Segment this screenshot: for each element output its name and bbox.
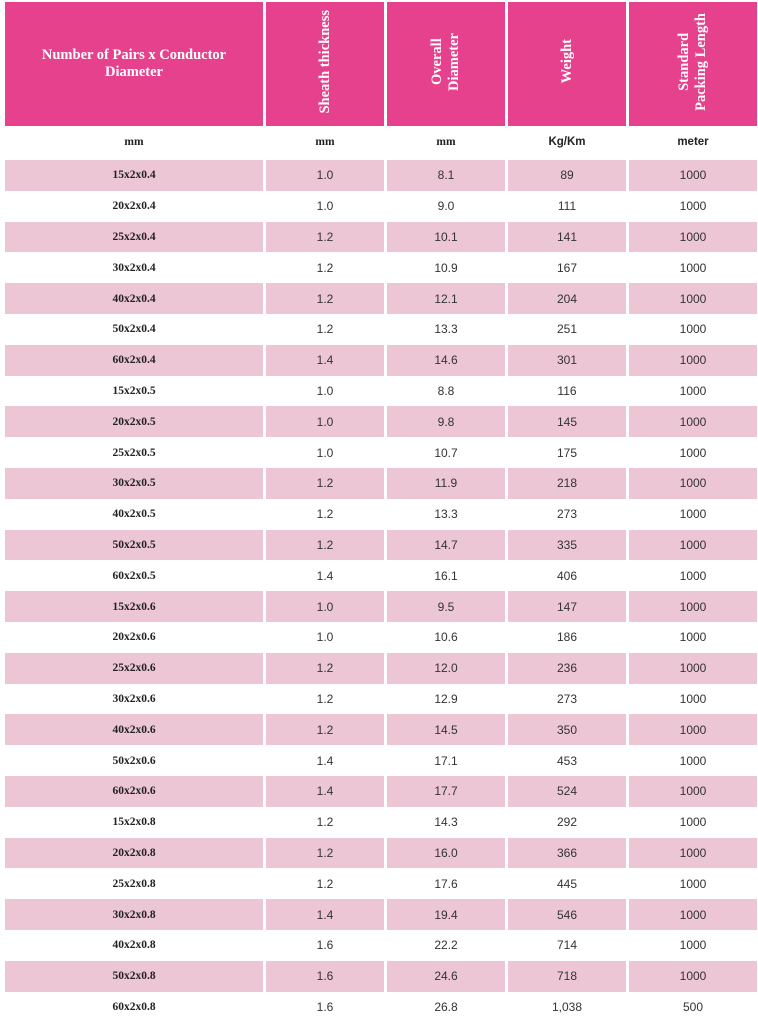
cell-diameter: 14.7 [387, 530, 505, 561]
cell-weight: 350 [508, 714, 626, 745]
cell-name: 60x2x0.4 [5, 345, 263, 376]
table-row [5, 530, 757, 561]
cell-weight: 453 [556, 753, 578, 768]
cell-diameter: 19.4 [387, 899, 505, 930]
cell-sheath: 1.2 [316, 260, 334, 275]
unit-sheath: mm [315, 135, 335, 148]
cell-sheath: 1.2 [266, 283, 384, 314]
cell-name: 15x2x0.8 [112, 816, 156, 829]
cell-weight: 175 [556, 445, 578, 460]
header-weight-label: Weight [558, 39, 575, 84]
cell-name: 40x2x0.5 [112, 508, 156, 521]
table-row [5, 653, 757, 684]
cell-length: 1000 [679, 507, 707, 522]
cell-weight: 366 [508, 838, 626, 869]
table-row [5, 684, 757, 715]
cell-name: 40x2x0.4 [5, 283, 263, 314]
cell-name: 30x2x0.5 [5, 468, 263, 499]
cell-sheath: 1.0 [316, 630, 334, 645]
cell-diameter: 11.9 [387, 468, 505, 499]
table-body [5, 160, 757, 1022]
cell-sheath: 1.0 [266, 160, 384, 191]
table-row [5, 468, 757, 499]
cell-diameter: 26.8 [434, 999, 458, 1014]
cell-length: 1000 [679, 691, 707, 706]
cell-sheath: 1.4 [266, 776, 384, 807]
cell-name: 25x2x0.6 [5, 653, 263, 684]
header-row [5, 2, 757, 126]
cell-diameter: 8.8 [437, 383, 455, 398]
cell-weight: 167 [556, 260, 578, 275]
units-row [5, 126, 757, 157]
table-row [5, 714, 757, 745]
cell-weight: 335 [508, 530, 626, 561]
cell-diameter: 24.6 [387, 961, 505, 992]
table-row [5, 591, 757, 622]
cell-weight: 1,038 [551, 999, 583, 1014]
unit-diameter: mm [436, 135, 456, 148]
cell-sheath: 1.0 [266, 406, 384, 437]
cell-sheath: 1.2 [266, 838, 384, 869]
cell-length: 1000 [679, 568, 707, 583]
cell-length: 1000 [679, 815, 707, 830]
cell-diameter: 12.9 [434, 691, 458, 706]
cell-diameter: 13.3 [434, 507, 458, 522]
cell-length: 1000 [629, 530, 757, 561]
unit-pairs: mm [124, 135, 144, 148]
cell-name: 15x2x0.4 [5, 160, 263, 191]
cell-length: 1000 [629, 714, 757, 745]
unit-weight: Kg/Km [548, 135, 586, 148]
cell-weight: 301 [508, 345, 626, 376]
cell-diameter: 12.1 [387, 283, 505, 314]
header-sheath-thickness [266, 2, 384, 126]
table-row [5, 283, 757, 314]
cell-diameter: 9.5 [387, 591, 505, 622]
cell-weight: 186 [556, 630, 578, 645]
cell-sheath: 1.2 [316, 507, 334, 522]
cell-name: 25x2x0.4 [5, 222, 263, 253]
cell-weight: 218 [508, 468, 626, 499]
cell-diameter: 10.9 [434, 260, 458, 275]
table-row [5, 499, 757, 530]
cell-diameter: 10.6 [434, 630, 458, 645]
cell-name: 60x2x0.5 [112, 569, 156, 582]
table-row [5, 838, 757, 869]
cell-length: 1000 [629, 283, 757, 314]
cell-length: 1000 [629, 406, 757, 437]
cell-sheath: 1.2 [316, 876, 334, 891]
cell-length: 1000 [629, 345, 757, 376]
cell-length: 1000 [629, 899, 757, 930]
cell-sheath: 1.4 [316, 753, 334, 768]
cell-name: 20x2x0.8 [5, 838, 263, 869]
cell-weight: 445 [556, 876, 578, 891]
table-row [5, 160, 757, 191]
table-row [5, 961, 757, 992]
cell-name: 15x2x0.5 [112, 384, 156, 397]
cell-length: 1000 [629, 776, 757, 807]
cell-weight: 147 [508, 591, 626, 622]
cell-diameter: 17.1 [434, 753, 458, 768]
cell-diameter: 9.8 [387, 406, 505, 437]
cable-spec-table [2, 2, 758, 1022]
cell-diameter: 13.3 [434, 322, 458, 337]
cell-length: 1000 [679, 260, 707, 275]
cell-length: 500 [682, 999, 704, 1014]
cell-name: 40x2x0.8 [112, 939, 156, 952]
table-row [5, 314, 757, 345]
table-row [5, 406, 757, 437]
cell-weight: 714 [556, 938, 578, 953]
cell-weight: 141 [508, 222, 626, 253]
header-overall-diameter [387, 2, 505, 126]
cell-sheath: 1.2 [266, 653, 384, 684]
cell-weight: 204 [508, 283, 626, 314]
cell-name: 15x2x0.6 [5, 591, 263, 622]
cell-name: 40x2x0.6 [5, 714, 263, 745]
cell-diameter: 8.1 [387, 160, 505, 191]
cell-diameter: 16.0 [387, 838, 505, 869]
cell-weight: 718 [508, 961, 626, 992]
cell-length: 1000 [629, 838, 757, 869]
table-row [5, 622, 757, 653]
cell-sheath: 1.2 [266, 222, 384, 253]
table-row [5, 807, 757, 838]
cell-name: 25x2x0.5 [112, 446, 156, 459]
cell-diameter: 17.6 [434, 876, 458, 891]
cell-name: 25x2x0.8 [112, 877, 156, 890]
table-row [5, 345, 757, 376]
cell-length: 1000 [629, 653, 757, 684]
cell-length: 1000 [629, 961, 757, 992]
cell-length: 1000 [629, 160, 757, 191]
cell-diameter: 17.7 [387, 776, 505, 807]
cell-name: 50x2x0.4 [112, 323, 156, 336]
cell-name: 30x2x0.6 [112, 692, 156, 705]
unit-length: meter [677, 135, 709, 148]
cell-name: 50x2x0.5 [5, 530, 263, 561]
cell-length: 1000 [629, 591, 757, 622]
cell-sheath: 1.4 [316, 568, 334, 583]
cell-sheath: 1.0 [266, 591, 384, 622]
cell-weight: 116 [557, 383, 577, 398]
table-row [5, 776, 757, 807]
cell-length: 1000 [679, 753, 707, 768]
cell-sheath: 1.4 [266, 899, 384, 930]
cell-length: 1000 [679, 938, 707, 953]
table-row [5, 222, 757, 253]
cell-length: 1000 [679, 630, 707, 645]
cell-sheath: 1.2 [266, 530, 384, 561]
table-row [5, 191, 757, 222]
cell-sheath: 1.6 [316, 938, 334, 953]
table-row [5, 930, 757, 961]
cell-weight: 273 [556, 691, 578, 706]
cell-weight: 236 [508, 653, 626, 684]
cell-weight: 273 [556, 507, 578, 522]
table-row [5, 992, 757, 1023]
cell-diameter: 16.1 [434, 568, 458, 583]
header-pairs-conductor: Number of Pairs x Conductor Diameter [5, 2, 263, 126]
cell-weight: 546 [508, 899, 626, 930]
cell-name: 20x2x0.4 [112, 200, 156, 213]
cell-diameter: 10.7 [434, 445, 458, 460]
cell-weight: 111 [557, 199, 577, 214]
cell-diameter: 22.2 [434, 938, 458, 953]
cell-weight: 89 [508, 160, 626, 191]
header-packing-length-label: Standard Packing Length [676, 12, 709, 111]
table-row [5, 560, 757, 591]
cell-name: 60x2x0.8 [112, 1000, 156, 1013]
cell-length: 1000 [679, 199, 707, 214]
table-row [5, 437, 757, 468]
header-overall-diameter-label: Overall Diameter [429, 32, 462, 91]
cell-diameter: 14.6 [387, 345, 505, 376]
table-row [5, 868, 757, 899]
cell-length: 1000 [679, 322, 707, 337]
cell-sheath: 1.0 [316, 199, 334, 214]
cell-length: 1000 [629, 222, 757, 253]
cell-sheath: 1.2 [316, 815, 334, 830]
cell-length: 1000 [679, 876, 707, 891]
cell-sheath: 1.0 [316, 445, 334, 460]
cell-weight: 251 [556, 322, 578, 337]
cell-weight: 145 [508, 406, 626, 437]
cell-weight: 524 [508, 776, 626, 807]
header-sheath-thickness-label: Sheath thickness [316, 9, 333, 114]
cell-length: 1000 [629, 468, 757, 499]
cell-diameter: 9.0 [437, 199, 455, 214]
table-row [5, 252, 757, 283]
cell-name: 30x2x0.8 [5, 899, 263, 930]
cell-name: 50x2x0.8 [5, 961, 263, 992]
cell-diameter: 14.5 [387, 714, 505, 745]
cell-name: 20x2x0.6 [112, 631, 156, 644]
cell-name: 60x2x0.6 [5, 776, 263, 807]
cell-length: 1000 [679, 383, 707, 398]
header-packing-length [629, 2, 757, 126]
cell-name: 20x2x0.5 [5, 406, 263, 437]
cell-diameter: 12.0 [387, 653, 505, 684]
cell-diameter: 14.3 [434, 815, 458, 830]
cell-sheath: 1.0 [316, 383, 334, 398]
cell-name: 30x2x0.4 [112, 261, 156, 274]
cell-sheath: 1.2 [266, 714, 384, 745]
cell-weight: 292 [556, 815, 578, 830]
cell-sheath: 1.2 [266, 468, 384, 499]
cell-sheath: 1.6 [316, 999, 334, 1014]
table-row [5, 745, 757, 776]
table-row [5, 376, 757, 407]
cell-name: 50x2x0.6 [112, 754, 156, 767]
cell-diameter: 10.1 [387, 222, 505, 253]
cell-sheath: 1.2 [316, 322, 334, 337]
table-row [5, 899, 757, 930]
header-weight [508, 2, 626, 126]
cell-weight: 406 [556, 568, 578, 583]
cell-sheath: 1.4 [266, 345, 384, 376]
cell-length: 1000 [679, 445, 707, 460]
cell-sheath: 1.6 [266, 961, 384, 992]
cell-sheath: 1.2 [316, 691, 334, 706]
